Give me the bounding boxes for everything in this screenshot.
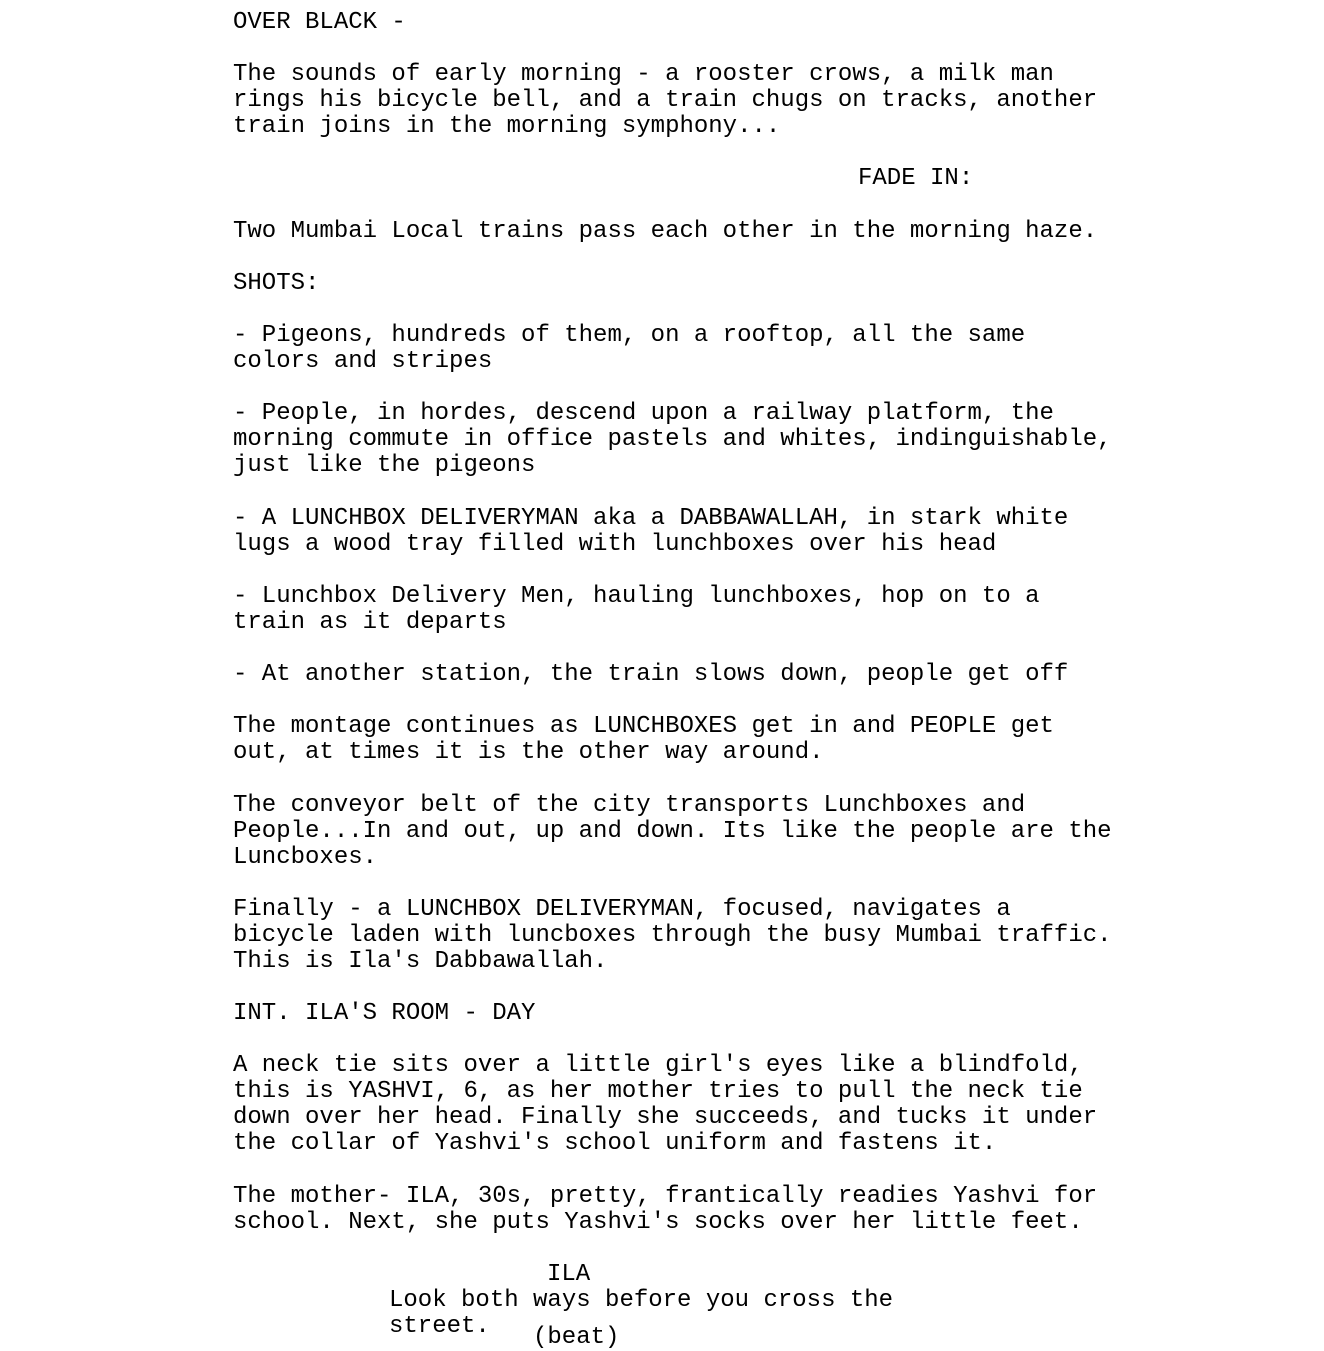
character-name: ILA xyxy=(547,1261,591,1288)
necktie-line-1: A neck tie sits over a little girl's eyes like a blindfold, xyxy=(233,1052,1083,1079)
opening-line-1: The sounds of early morning - a rooster crows, a milk man xyxy=(233,61,1054,88)
finally-line-1: Finally - a LUNCHBOX DELIVERYMAN, focused, navigates a xyxy=(233,896,1011,923)
shot-pigeons-line-1: - Pigeons, hundreds of them, on a rooftop, all the same xyxy=(233,322,1026,349)
shot-delivery-men-line-2: train as it departs xyxy=(233,609,507,636)
necktie-line-2: this is YASHVI, 6, as her mother tries to pull the neck tie xyxy=(233,1078,1083,1105)
opening-line-3: train joins in the morning symphony... xyxy=(233,113,781,140)
shot-delivery-men-line-1: - Lunchbox Delivery Men, hauling lunchboxes, hop on to a xyxy=(233,583,1040,610)
shot-people-line-3: just like the pigeons xyxy=(233,452,536,479)
mother-line-1: The mother- ILA, 30s, pretty, frantically readies Yashvi for xyxy=(233,1183,1098,1210)
shot-station-line: - At another station, the train slows down, people get off xyxy=(233,661,1069,688)
shots-heading: SHOTS: xyxy=(233,270,320,297)
finally-line-3: This is Ila's Dabbawallah. xyxy=(233,948,608,975)
shot-deliveryman-line-1: - A LUNCHBOX DELIVERYMAN aka a DABBAWALLAH, in stark white xyxy=(233,505,1069,532)
opening-line-2: rings his bicycle bell, and a train chugs on tracks, another xyxy=(233,87,1098,114)
shot-people-line-1: - People, in hordes, descend upon a railway platform, the xyxy=(233,400,1054,427)
shot-people-line-2: morning commute in office pastels and whites, indinguishable, xyxy=(233,426,1112,453)
conveyor-line-3: Luncboxes. xyxy=(233,844,378,871)
trains-line: Two Mumbai Local trains pass each other in the morning haze. xyxy=(233,218,1098,245)
shot-pigeons-line-2: colors and stripes xyxy=(233,348,493,375)
dialogue-line-2: street. xyxy=(389,1313,490,1340)
cutoff-parenthetical xyxy=(533,1324,620,1351)
dialogue-line-1: Look both ways before you cross the xyxy=(389,1287,894,1314)
necktie-line-4: the collar of Yashvi's school uniform and fastens it. xyxy=(233,1130,997,1157)
over-black-line: OVER BLACK - xyxy=(233,9,406,36)
montage-line-1: The montage continues as LUNCHBOXES get in and PEOPLE get xyxy=(233,713,1054,740)
montage-line-2: out, at times it is the other way around. xyxy=(233,739,824,766)
conveyor-line-2: People...In and out, up and down. Its like the people are the xyxy=(233,818,1112,845)
necktie-line-3: down over her head. Finally she succeeds, and tucks it under xyxy=(233,1104,1098,1131)
cutoff-parenthetical-text: (beat) xyxy=(533,1324,620,1351)
mother-line-2: school. Next, she puts Yashvi's socks over her little feet. xyxy=(233,1209,1083,1236)
transition-fade-in: FADE IN: xyxy=(858,165,974,192)
conveyor-line-1: The conveyor belt of the city transports Lunchboxes and xyxy=(233,792,1026,819)
finally-line-2: bicycle laden with luncboxes through the busy Mumbai traffic. xyxy=(233,922,1112,949)
scene-heading: INT. ILA'S ROOM - DAY xyxy=(233,1000,536,1027)
shot-deliveryman-line-2: lugs a wood tray filled with lunchboxes over his head xyxy=(233,531,997,558)
